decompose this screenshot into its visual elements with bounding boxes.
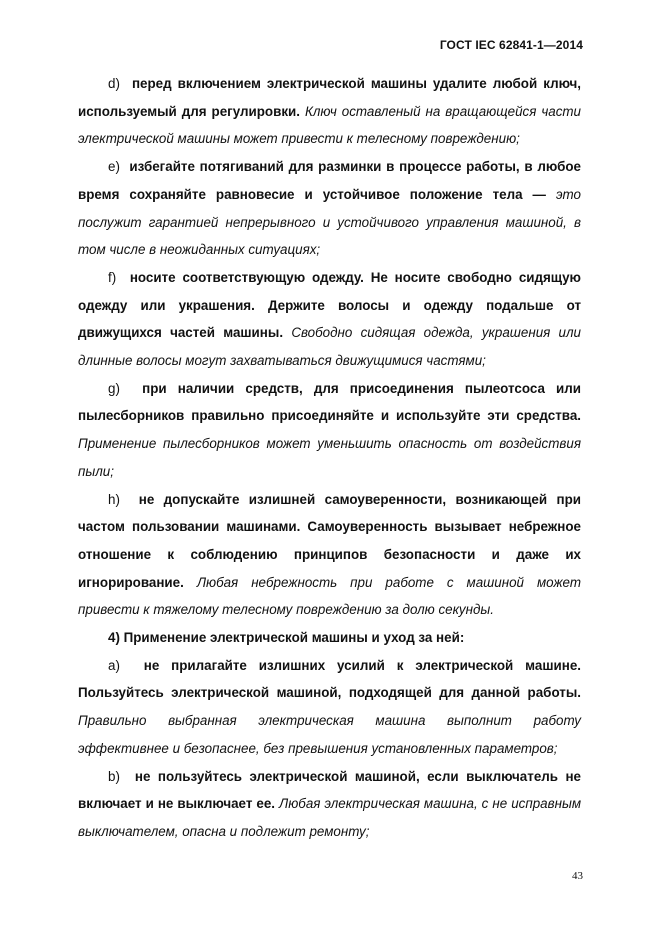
item-instruction: не прилагайте излишних усилий к электрической машине. Пользуйтесь электрической машиной, подходящей для данной работы. (78, 657, 581, 701)
item-marker: d) (108, 76, 120, 91)
item-explanation: это послужит гарантией непрерывного и устойчивого управления машиной, в том числе в неожиданных ситуациях; (78, 186, 581, 258)
item-marker: e) (108, 159, 120, 175)
list-item-g (78, 375, 581, 486)
document-body (78, 70, 581, 846)
item-instruction: не пользуйтесь электрической машиной, если выключатель не включает и не выключает ее. (78, 768, 581, 812)
item-explanation: Ключ оставленый на вращающейся части электрической машины может привести к телесному повреждению; (78, 103, 581, 147)
page-number: 43 (572, 870, 583, 882)
item-instruction: перед включением электрической машины удалите любой ключ, используемый для регулировки. (78, 76, 581, 119)
item-explanation: Применение пылесборников может уменьшить опасность от воздействия пыли; (78, 436, 581, 479)
list-item-h (78, 486, 581, 625)
item-explanation: Любая небрежность при работе с машиной может привести к тяжелому телесному повреждению за долю секунды. (78, 574, 581, 618)
section-heading: 4) Применение электрической машины и уход за ней: (108, 630, 465, 646)
item-marker: b) (108, 768, 120, 784)
list-item-e (78, 153, 581, 264)
list-item-d (78, 70, 581, 153)
list-item-a (78, 652, 581, 763)
list-item-b (78, 763, 581, 846)
item-marker: h) (108, 491, 120, 507)
item-explanation: Любая электрическая машина, с не исправным выключателем, опасна и подлежит ремонту; (78, 796, 581, 839)
item-marker: g) (108, 380, 120, 396)
item-marker: a) (108, 657, 120, 673)
list-item-f (78, 264, 581, 375)
item-instruction: при наличии средств, для присоединения пылеотсоса или пылесборников правильно присоединяйте и используйте эти средства. (78, 380, 581, 424)
item-instruction: избегайте потягиваний для разминки в процессе работы, в любое время сохраняйте равновесие и устойчивое положение тела — (78, 159, 581, 202)
page-header-standard: ГОСТ IEC 62841-1—2014 (439, 38, 583, 52)
item-instruction: не допускайте излишней самоуверенности, возникающей при частом пользовании машинами. Самоуверенность вызывает небрежное отношение к соблюдению принципов безопасности и даже их игнорирование. (78, 491, 581, 590)
item-explanation: Правильно выбранная электрическая машина выполнит работу эффективнее и безопаснее, без превышения установленных параметров; (78, 713, 581, 756)
item-marker: f) (108, 269, 117, 285)
item-explanation: Свободно сидящая одежда, украшения или длинные волосы могут захватываться движущимися частями; (78, 325, 581, 369)
item-instruction: носите соответствующую одежду. Не носите свободно сидящую одежду или украшения. Держите волосы и одежду подальше от движущихся частей машины. (78, 269, 581, 341)
